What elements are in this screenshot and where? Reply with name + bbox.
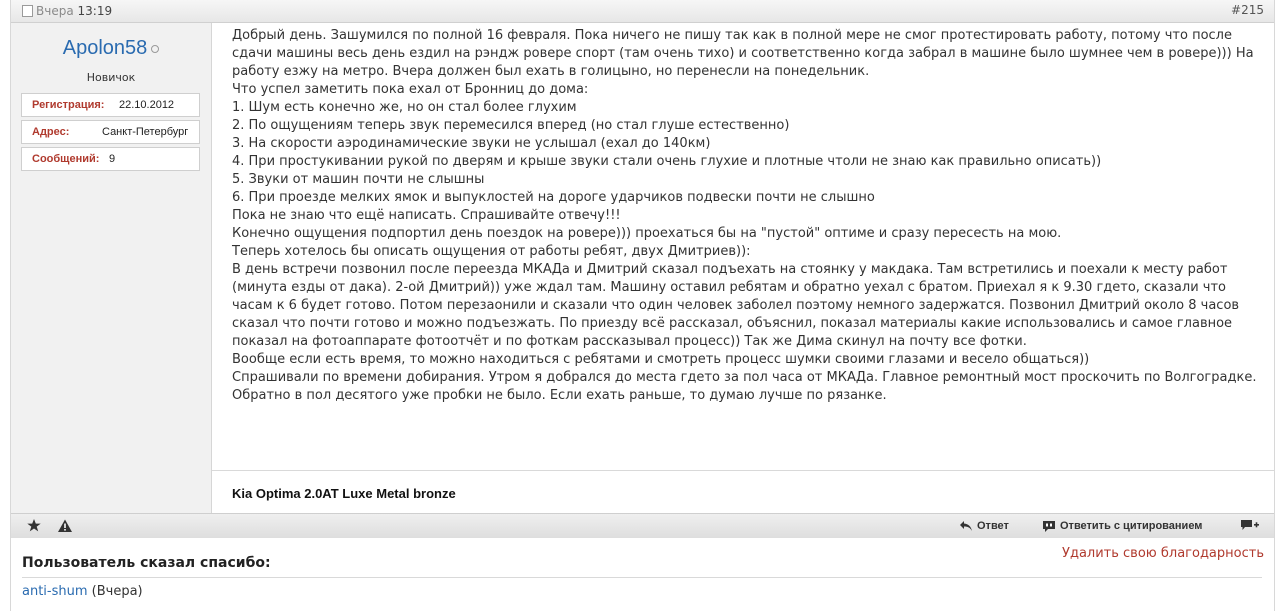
- post-message: [232, 27, 1262, 405]
- info-label: Адрес:: [32, 126, 70, 138]
- message-line: 3. На скорости аэродинамические звуки не услышал (ехал до 140км): [232, 136, 711, 151]
- info-value: Санкт-Петербург: [102, 126, 189, 138]
- info-posts: [21, 147, 200, 171]
- thanks-when: (Вчера): [91, 584, 143, 599]
- multi-quote-button[interactable]: [1240, 518, 1260, 534]
- message-line: Конечно ощущения подпортил день поездок на ровере))) проехаться бы на "пустой" оптиме и сразу пересесть на мою.: [232, 226, 1062, 241]
- info-registration: [21, 93, 200, 117]
- signature: Kia Optima 2.0AT Luxe Metal bronze: [232, 486, 456, 501]
- message-line: В день встречи позвонил после переезда МКАДа и Дмитрий сказал подъехать на стоянку у макдака. Там встретились и поехали к месту работ (минута езды от дака). 2-ой Дмитрий)) уже ждал там. Машину оставил ребятам и обратно уехал с братом. Приехал я к 9.30 гдето, сказали что часам к 6 будет готово. Потом перезаонили и сказали что один человек заболел поэтому немного задержатся. Позвонил Дмитрий около 8 часов сказал что почти готово и можно подъезжать. По приезду всё рассказал, объяснил, показал материалы какие использовались и самое главное показал на фотоаппарате фотоотчёт и по фоткам рассказывал процесс)) Так же Дима скинул на почту все фотки.: [232, 262, 1240, 349]
- message-line: 2. По ощущениям теперь звук перемесился вперед (но стал глуше естественно): [232, 118, 790, 133]
- thanks-divider: [22, 577, 1262, 578]
- thanks-title: Пользователь сказал спасибо:: [22, 555, 271, 571]
- remove-thanks-link[interactable]: Удалить свою благодарность: [1062, 546, 1264, 561]
- user-info-panel: [11, 23, 212, 513]
- message-line: 4. При простукивании рукой по дверям и крыше звуки стали очень глухие и плотные чтоли не знаю как правильно описать)): [232, 154, 1102, 169]
- thanks-user-entry: [22, 584, 143, 599]
- message-line: 6. При проезде мелких ямок и выпуклостей на дороге ударчиков подвески почти не слышно: [232, 190, 875, 205]
- message-line: 5. Звуки от машин почти не слышны: [232, 172, 485, 187]
- post-time: 13:19: [77, 4, 113, 18]
- quote-reply-label: Ответить с цитированием: [1060, 520, 1203, 532]
- thanks-user-link[interactable]: anti-shum: [22, 584, 88, 599]
- message-line: Что успел заметить пока ехал от Бронниц до дома:: [232, 82, 589, 97]
- quote-reply-button[interactable]: [1042, 518, 1202, 534]
- post-date-label: Вчера: [36, 4, 74, 18]
- post-toolbar: [11, 513, 1274, 539]
- username: [11, 37, 211, 60]
- reply-button[interactable]: [959, 518, 1009, 534]
- post-date: [36, 4, 112, 18]
- multi-quote-icon: [1240, 519, 1260, 533]
- message-line: Теперь хотелось бы описать ощущения от работы ребят, двух Дмитриев)):: [232, 244, 751, 259]
- user-rank: Новичок: [86, 71, 136, 84]
- thanks-section: [11, 538, 1274, 611]
- post-header: [11, 0, 1274, 23]
- select-post-checkbox[interactable]: [22, 5, 33, 17]
- info-address: [21, 120, 200, 144]
- info-value: 22.10.2012: [119, 99, 175, 111]
- post-number-link[interactable]: #215: [1231, 3, 1264, 17]
- info-value: 9: [109, 153, 116, 165]
- message-line: Добрый день. Зашумился по полной 16 февраля. Пока ничего не пишу так как в полной мере не смог протестировать работу, потому что после сдачи машины весь день ездил на рэндж ровере спорт (там очень тихо) и соответственно когда забрал в машине было шумнее чем в ровере))) На работу езжу на метро. Вчера должен был ехать в голицыно, но перенесли на понедельник.: [232, 28, 1254, 79]
- message-line: Спрашивали по времени добирания. Утром я добрался до места гдето за пол часа от МКАДа. Главное ремонтный мост проскочить по Волгоградке. Обратно в пол десятого уже пробки не было. Если ехать раньше, то думаю лучше по рязанке.: [232, 370, 1257, 403]
- username-link[interactable]: Apolon58: [62, 37, 148, 59]
- post-content: [222, 23, 1274, 470]
- message-line: Пока не знаю что ещё написать. Спрашивайте отвечу!!!: [232, 208, 621, 223]
- info-label: Сообщений:: [32, 153, 100, 165]
- signature-divider: [212, 470, 1274, 471]
- reputation-star-icon[interactable]: [26, 518, 42, 534]
- forum-post: [10, 0, 1275, 611]
- message-line: 1. Шум есть конечно же, но он стал более глухим: [232, 100, 577, 115]
- offline-status-icon: [151, 45, 159, 53]
- quote-bubble-icon: [1042, 520, 1056, 533]
- reply-label: Ответ: [977, 520, 1009, 532]
- report-warning-icon[interactable]: [57, 518, 73, 534]
- message-line: Вообще если есть время, то можно находиться с ребятами и смотреть процесс шумки своими глазами и весело общаться)): [232, 352, 1090, 367]
- info-label: Регистрация:: [32, 99, 105, 111]
- reply-arrow-icon: [959, 520, 973, 532]
